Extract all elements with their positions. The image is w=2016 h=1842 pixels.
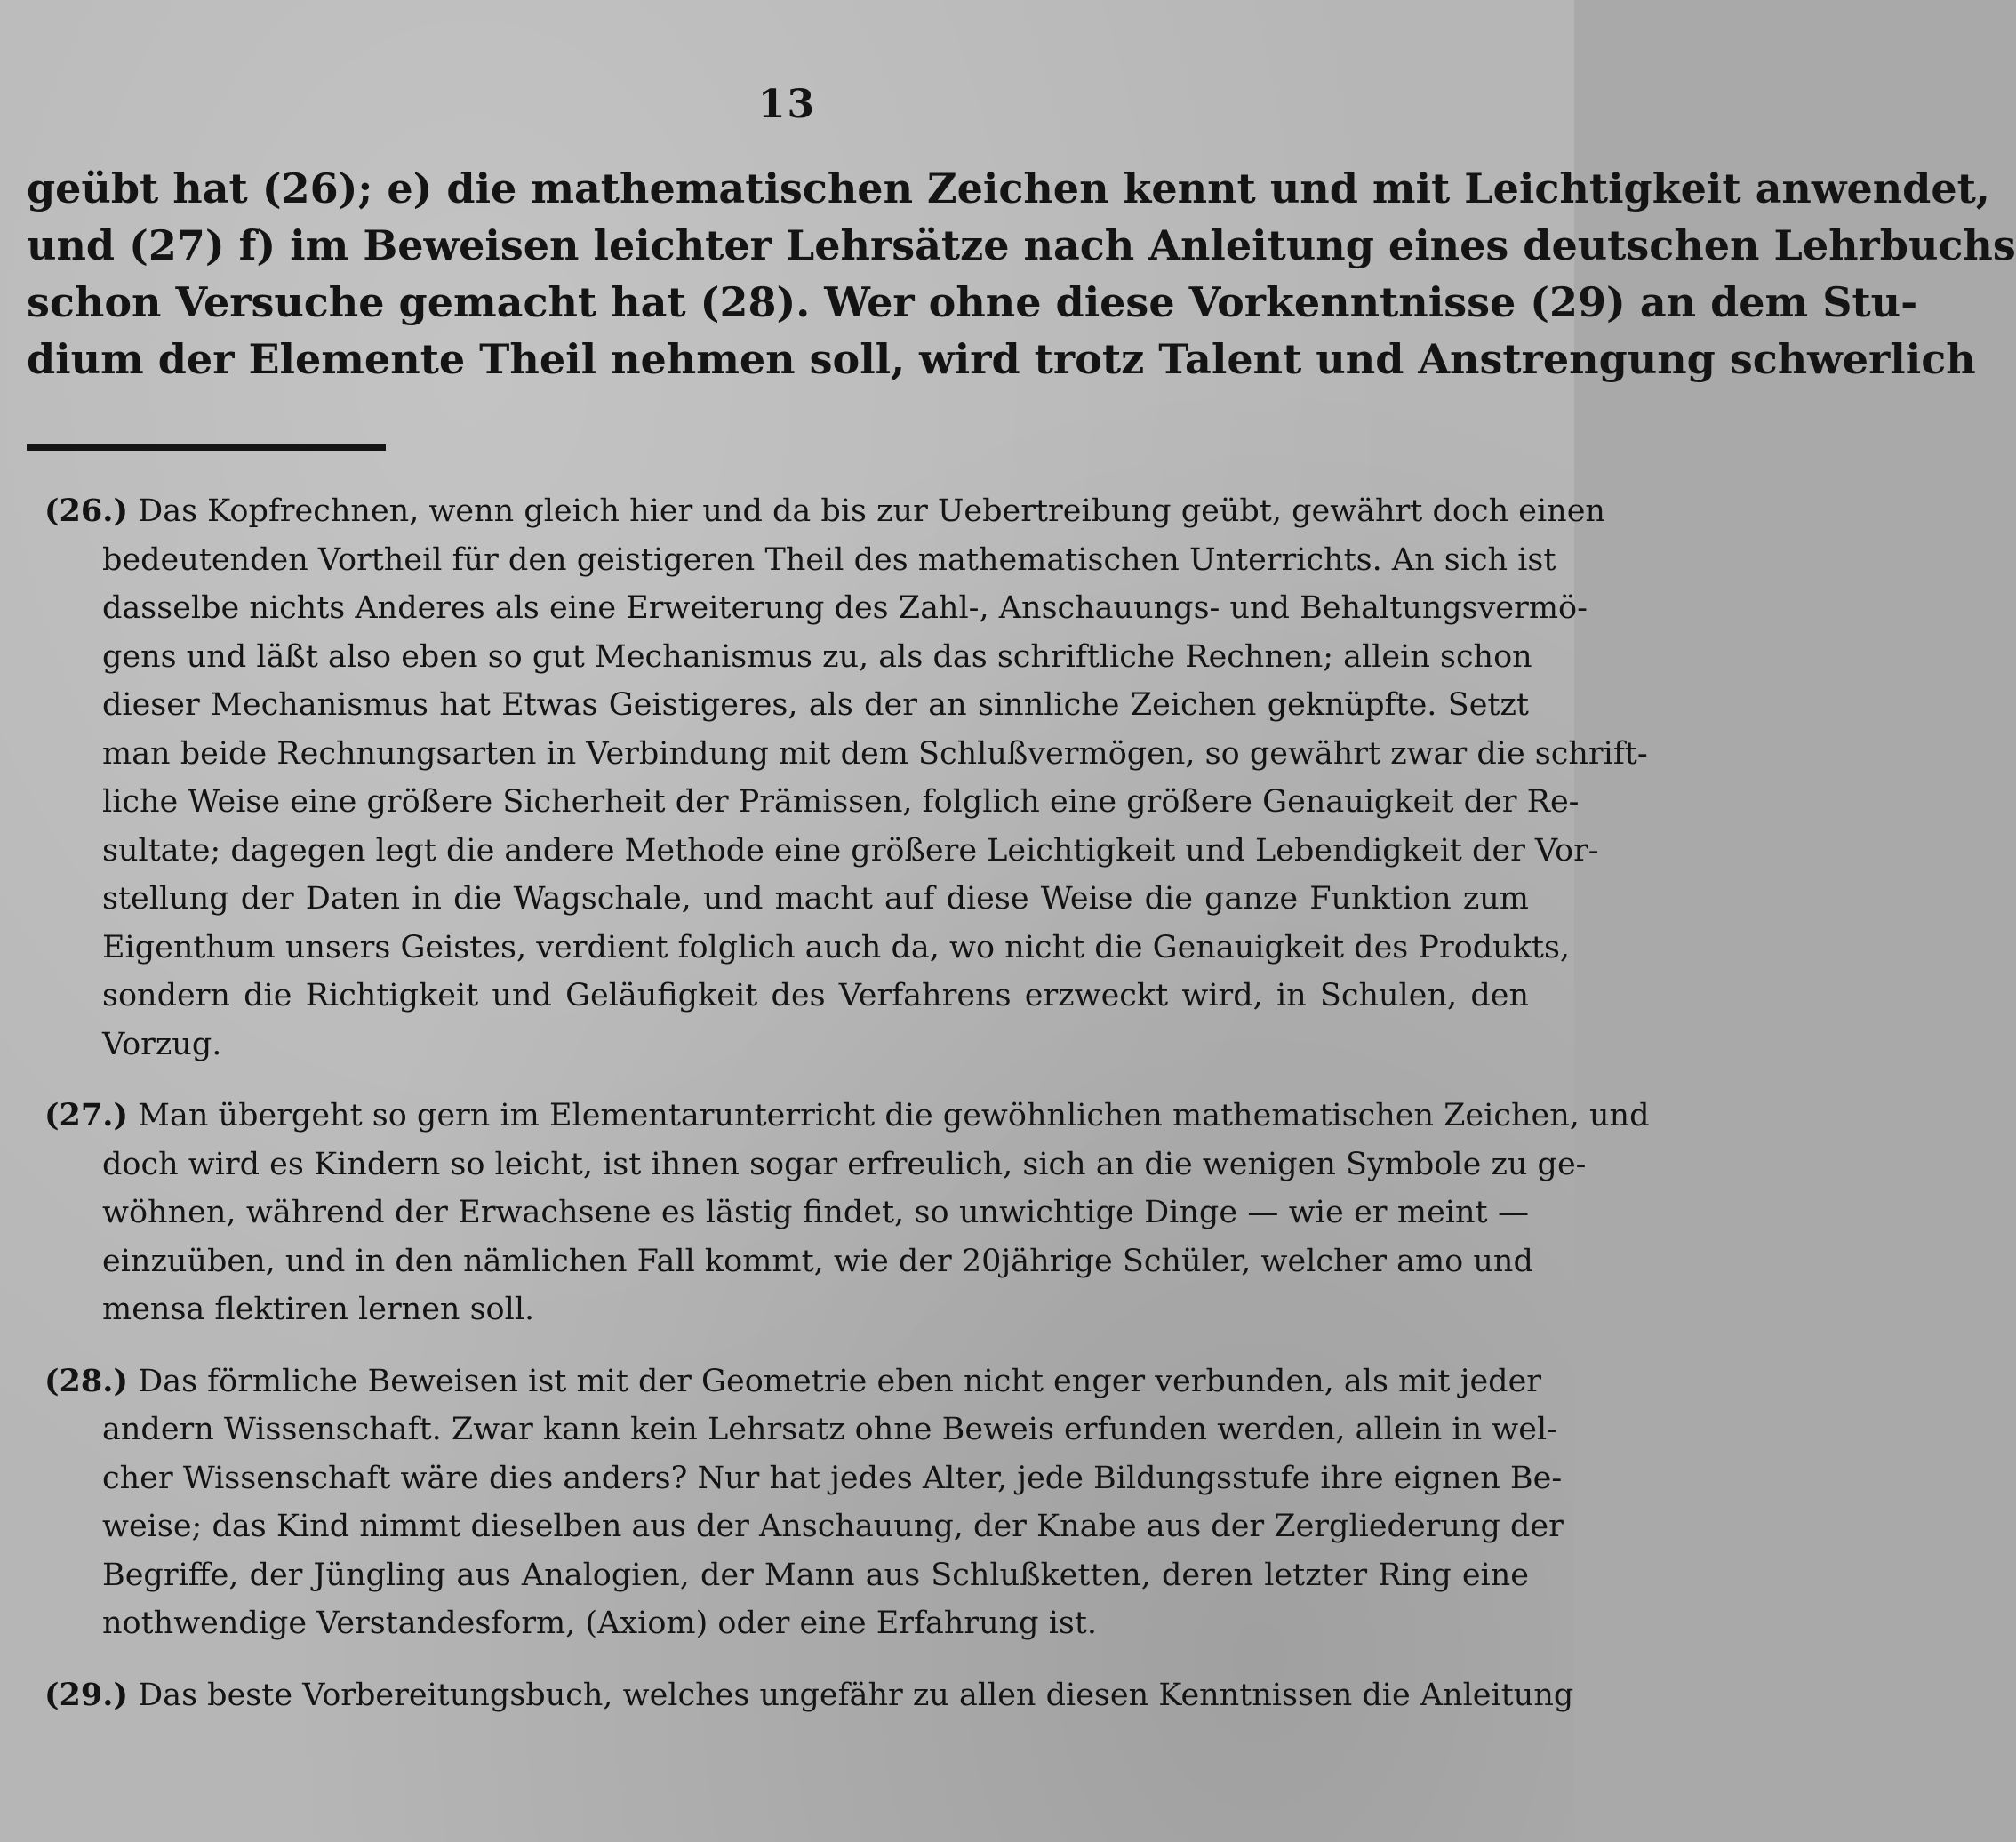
- footnote-26: [44, 487, 1648, 1069]
- footnote-line: Begriffe, der Jüngling aus Analogien, der Mann aus Schlußketten, deren letzter Ring eine: [102, 1557, 1529, 1593]
- main-text: [27, 160, 2016, 388]
- footnote-line: [44, 1671, 1574, 1720]
- footnote-number: (27.): [44, 1097, 129, 1133]
- footnote-line: stellung der Daten in die Wagschale, und macht auf diese Weise die ganze Funktion zum: [102, 881, 1529, 917]
- main-text-line: schon Versuche gemacht hat (28). Wer ohne diese Vorkenntnisse (29) an dem Stu-: [27, 278, 1918, 326]
- footnote-line: nothwendige Verstandesform, (Axiom) oder eine Erfahrung ist.: [102, 1606, 1098, 1641]
- footnote-28: [44, 1357, 1564, 1648]
- footnote-number: (28.): [44, 1362, 129, 1399]
- footnote-line: andern Wissenschaft. Zwar kann kein Lehrsatz ohne Beweis erfunden werden, allein in wel-: [102, 1412, 1557, 1447]
- page-number: 13: [757, 82, 817, 127]
- footnote-29: [44, 1671, 1574, 1720]
- footnote-number: (26.): [44, 493, 129, 529]
- footnote-line: gens und läßt also eben so gut Mechanismus zu, als das schriftliche Rechnen; allein schon: [102, 638, 1532, 675]
- footnote-line: sondern die Richtigkeit und Geläufigkeit des Verfahrens erzweckt wird, in Schulen, den: [102, 978, 1529, 1013]
- footnote-line: [44, 487, 1605, 536]
- footnote-27: [44, 1092, 1650, 1334]
- footnote-line: weise; das Kind nimmt dieselben aus der Anschauung, der Knabe aus der Zergliederung der: [102, 1509, 1564, 1544]
- footnote-line: Eigenthum unsers Geistes, verdient folglich auch da, wo nicht die Genauigkeit des Produkts,: [102, 929, 1571, 965]
- main-text-line: und (27) f) im Beweisen leichter Lehrsätze nach Anleitung eines deutschen Lehrbuchs: [27, 221, 2016, 269]
- footnote-line: sultate; dagegen legt die andere Methode eine größere Leichtigkeit und Lebendigkeit der Vor-: [102, 832, 1599, 869]
- footnote-line: cher Wissenschaft wäre dies anders? Nur hat jedes Alter, jede Bildungsstufe ihre eignen Be-: [102, 1460, 1563, 1496]
- footnote-text: Man übergeht so gern im Elementarunterricht die gewöhnlichen mathematischen Zeichen, und: [138, 1098, 1650, 1133]
- footnote-text: Das förmliche Beweisen ist mit der Geometrie eben nicht enger verbunden, als mit jeder: [138, 1363, 1542, 1399]
- footnote-line: dieser Mechanismus hat Etwas Geistigeres, als der an sinnliche Zeichen geknüpfte. Setzt: [102, 687, 1529, 723]
- main-text-line: dium der Elemente Theil nehmen soll, wird trotz Talent und Anstrengung schwerlich: [27, 335, 1976, 383]
- footnote-line: liche Weise eine größere Sicherheit der Prämissen, folglich eine größere Genauigkeit der Re-: [102, 784, 1580, 820]
- footnote-text: Das Kopfrechnen, wenn gleich hier und da bis zur Uebertreibung geübt, gewährt doch einen: [138, 493, 1605, 529]
- footnote-text: Das beste Vorbereitungsbuch, welches ungefähr zu allen diesen Kenntnissen die Anleitung: [138, 1677, 1574, 1713]
- footnote-line: wöhnen, während der Erwachsene es lästig findet, so unwichtige Dinge — wie er meint —: [102, 1195, 1529, 1230]
- footnote-line: dasselbe nichts Anderes als eine Erweiterung des Zahl-, Anschauungs- und Behaltungsvermö-: [102, 590, 1588, 626]
- footnote-line: einzuüben, und in den nämlichen Fall kommt, wie der 20jährige Schüler, welcher amo und: [102, 1243, 1533, 1279]
- footnotes: [44, 487, 1650, 1742]
- main-text-line: geübt hat (26); e) die mathematischen Zeichen kennt und mit Leichtigkeit anwendet,: [27, 164, 1990, 212]
- footnote-line: doch wird es Kindern so leicht, ist ihnen sogar erfreulich, sich an die wenigen Symbole zu ge-: [102, 1146, 1587, 1182]
- footnote-line: [44, 1357, 1542, 1406]
- footnote-number: (29.): [44, 1676, 129, 1713]
- footnote-line: man beide Rechnungsarten in Verbindung mit dem Schlußvermögen, so gewährt zwar die schrift-: [102, 735, 1648, 772]
- footnote-line: mensa flektiren lernen soll.: [102, 1292, 535, 1327]
- footnote-separator-rule: [27, 444, 386, 451]
- footnote-line: Vorzug.: [102, 1026, 222, 1062]
- footnote-line: [44, 1092, 1650, 1141]
- footnote-line: bedeutenden Vortheil für den geistigeren Theil des mathematischen Unterrichts. An sich ist: [102, 541, 1556, 578]
